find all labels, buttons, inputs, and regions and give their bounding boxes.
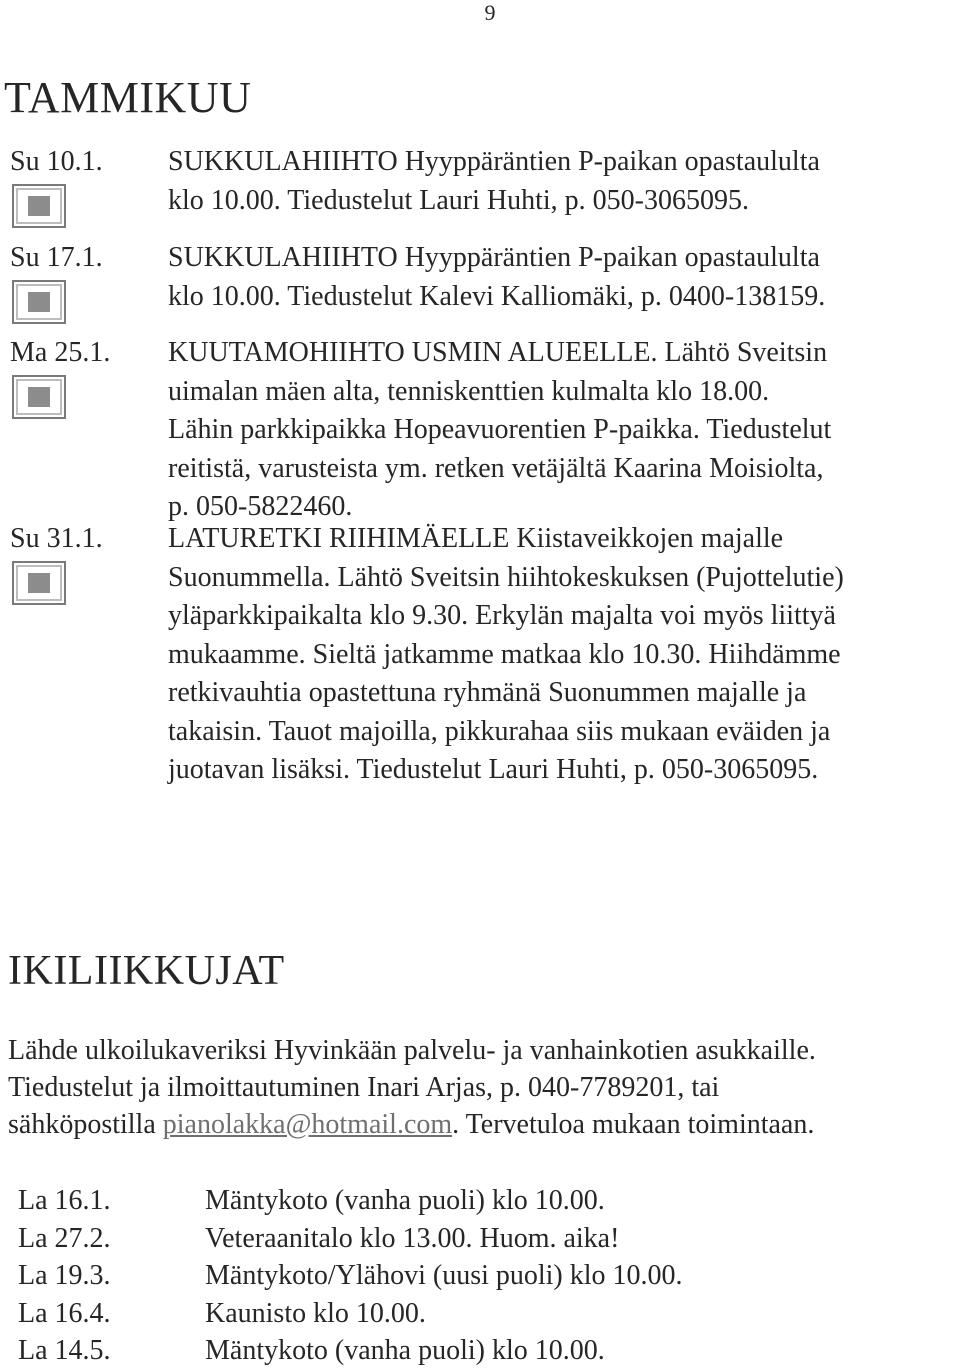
event-text-line: p. 050-5822460. (168, 491, 353, 522)
intro-text: . Tervetuloa mukaan toimintaan. (452, 1109, 815, 1140)
ski-icon (12, 561, 66, 605)
event-text-line: juotavan lisäksi. Tiedustelut Lauri Huhti, p. 050-3065095. (168, 754, 819, 785)
event-description (168, 143, 958, 220)
schedule-row (0, 1332, 960, 1370)
event-text-line: reitistä, varusteista ym. retken vetäjältä Kaarina Moisiolta, (168, 452, 824, 484)
schedule-date: La 14.5. (18, 1335, 111, 1366)
event-text-line: LATURETKI RIIHIMÄELLE Kiistaveikkojen majalle (168, 523, 784, 554)
event-date: Ma 25.1. (10, 337, 111, 368)
schedule-description: Mäntykoto/Ylähovi (uusi puoli) klo 10.00. (205, 1260, 683, 1291)
intro-line (8, 1106, 958, 1143)
schedule-row (0, 1257, 960, 1295)
schedule-date: La 16.1. (18, 1185, 111, 1216)
event-date: Su 10.1. (10, 146, 103, 177)
event-date: Su 17.1. (10, 242, 103, 273)
event-text-line: SUKKULAHIIHTO Hyyppäräntien P-paikan opastaululta (168, 242, 820, 273)
event-text-line: retkivauhtia opastettuna ryhmänä Suonummen majalle ja (168, 677, 807, 708)
schedule-row (0, 1220, 960, 1258)
event-text-line: SUKKULAHIIHTO Hyyppäräntien P-paikan opastaululta (168, 146, 820, 177)
schedule-date: La 27.2. (18, 1222, 111, 1254)
email-link[interactable]: pianolakka@hotmail.com (162, 1109, 453, 1140)
event-description (168, 520, 958, 790)
intro-paragraph (8, 1032, 958, 1143)
event-text-line: Suonummella. Lähtö Sveitsin hiihtokeskuksen (Pujottelutie) (168, 561, 844, 593)
event-description (168, 334, 958, 527)
event-text-line: Lähin parkkipaikka Hopeavuorentien P-paikka. Tiedustelut (168, 414, 832, 445)
event-text-line: klo 10.00. Tiedustelut Kalevi Kalliomäki, p. 0400-138159. (168, 280, 826, 312)
event-text-line: uimalan mäen alta, tenniskenttien kulmalta klo 18.00. (168, 375, 770, 407)
event-text-line: mukaamme. Sieltä jatkamme matkaa klo 10.30. Hiihdämme (168, 638, 841, 670)
ski-icon (12, 184, 66, 228)
schedule-row (0, 1295, 960, 1333)
schedule-row (0, 1182, 960, 1220)
page-number: 9 (484, 0, 496, 25)
intro-line: Lähde ulkoilukaveriksi Hyvinkään palvelu- ja vanhainkotien asukkaille. (8, 1035, 816, 1066)
event-text-line: yläparkkipaikalta klo 9.30. Erkylän majalta voi myös liittyä (168, 600, 836, 631)
schedule-date: La 19.3. (18, 1260, 111, 1291)
ski-icon (12, 280, 66, 324)
schedule-description: Mäntykoto (vanha puoli) klo 10.00. (205, 1335, 605, 1366)
schedule-list (0, 1182, 960, 1370)
intro-text: sähköpostilla (8, 1109, 163, 1140)
schedule-date: La 16.4. (18, 1297, 111, 1329)
event-text-line: klo 10.00. Tiedustelut Lauri Huhti, p. 050-3065095. (168, 184, 749, 216)
section-title-ikiliikkujat: IKILIIKKUJAT (8, 948, 285, 994)
event-date: Su 31.1. (10, 523, 103, 554)
ski-icon (12, 375, 66, 419)
intro-line: Tiedustelut ja ilmoittautuminen Inari Arjas, p. 040-7789201, tai (8, 1072, 720, 1103)
event-text-line: takaisin. Tauot majoilla, pikkurahaa siis mukaan eväiden ja (168, 715, 831, 747)
schedule-description: Mäntykoto (vanha puoli) klo 10.00. (205, 1185, 605, 1216)
schedule-description: Veteraanitalo klo 13.00. Huom. aika! (205, 1222, 620, 1254)
schedule-description: Kaunisto klo 10.00. (205, 1297, 426, 1329)
event-text-line: KUUTAMOHIIHTO USMIN ALUEELLE. Lähtö Sveitsin (168, 337, 828, 368)
section-title-tammikuu: TAMMIKUU (4, 73, 252, 122)
event-description (168, 239, 958, 316)
